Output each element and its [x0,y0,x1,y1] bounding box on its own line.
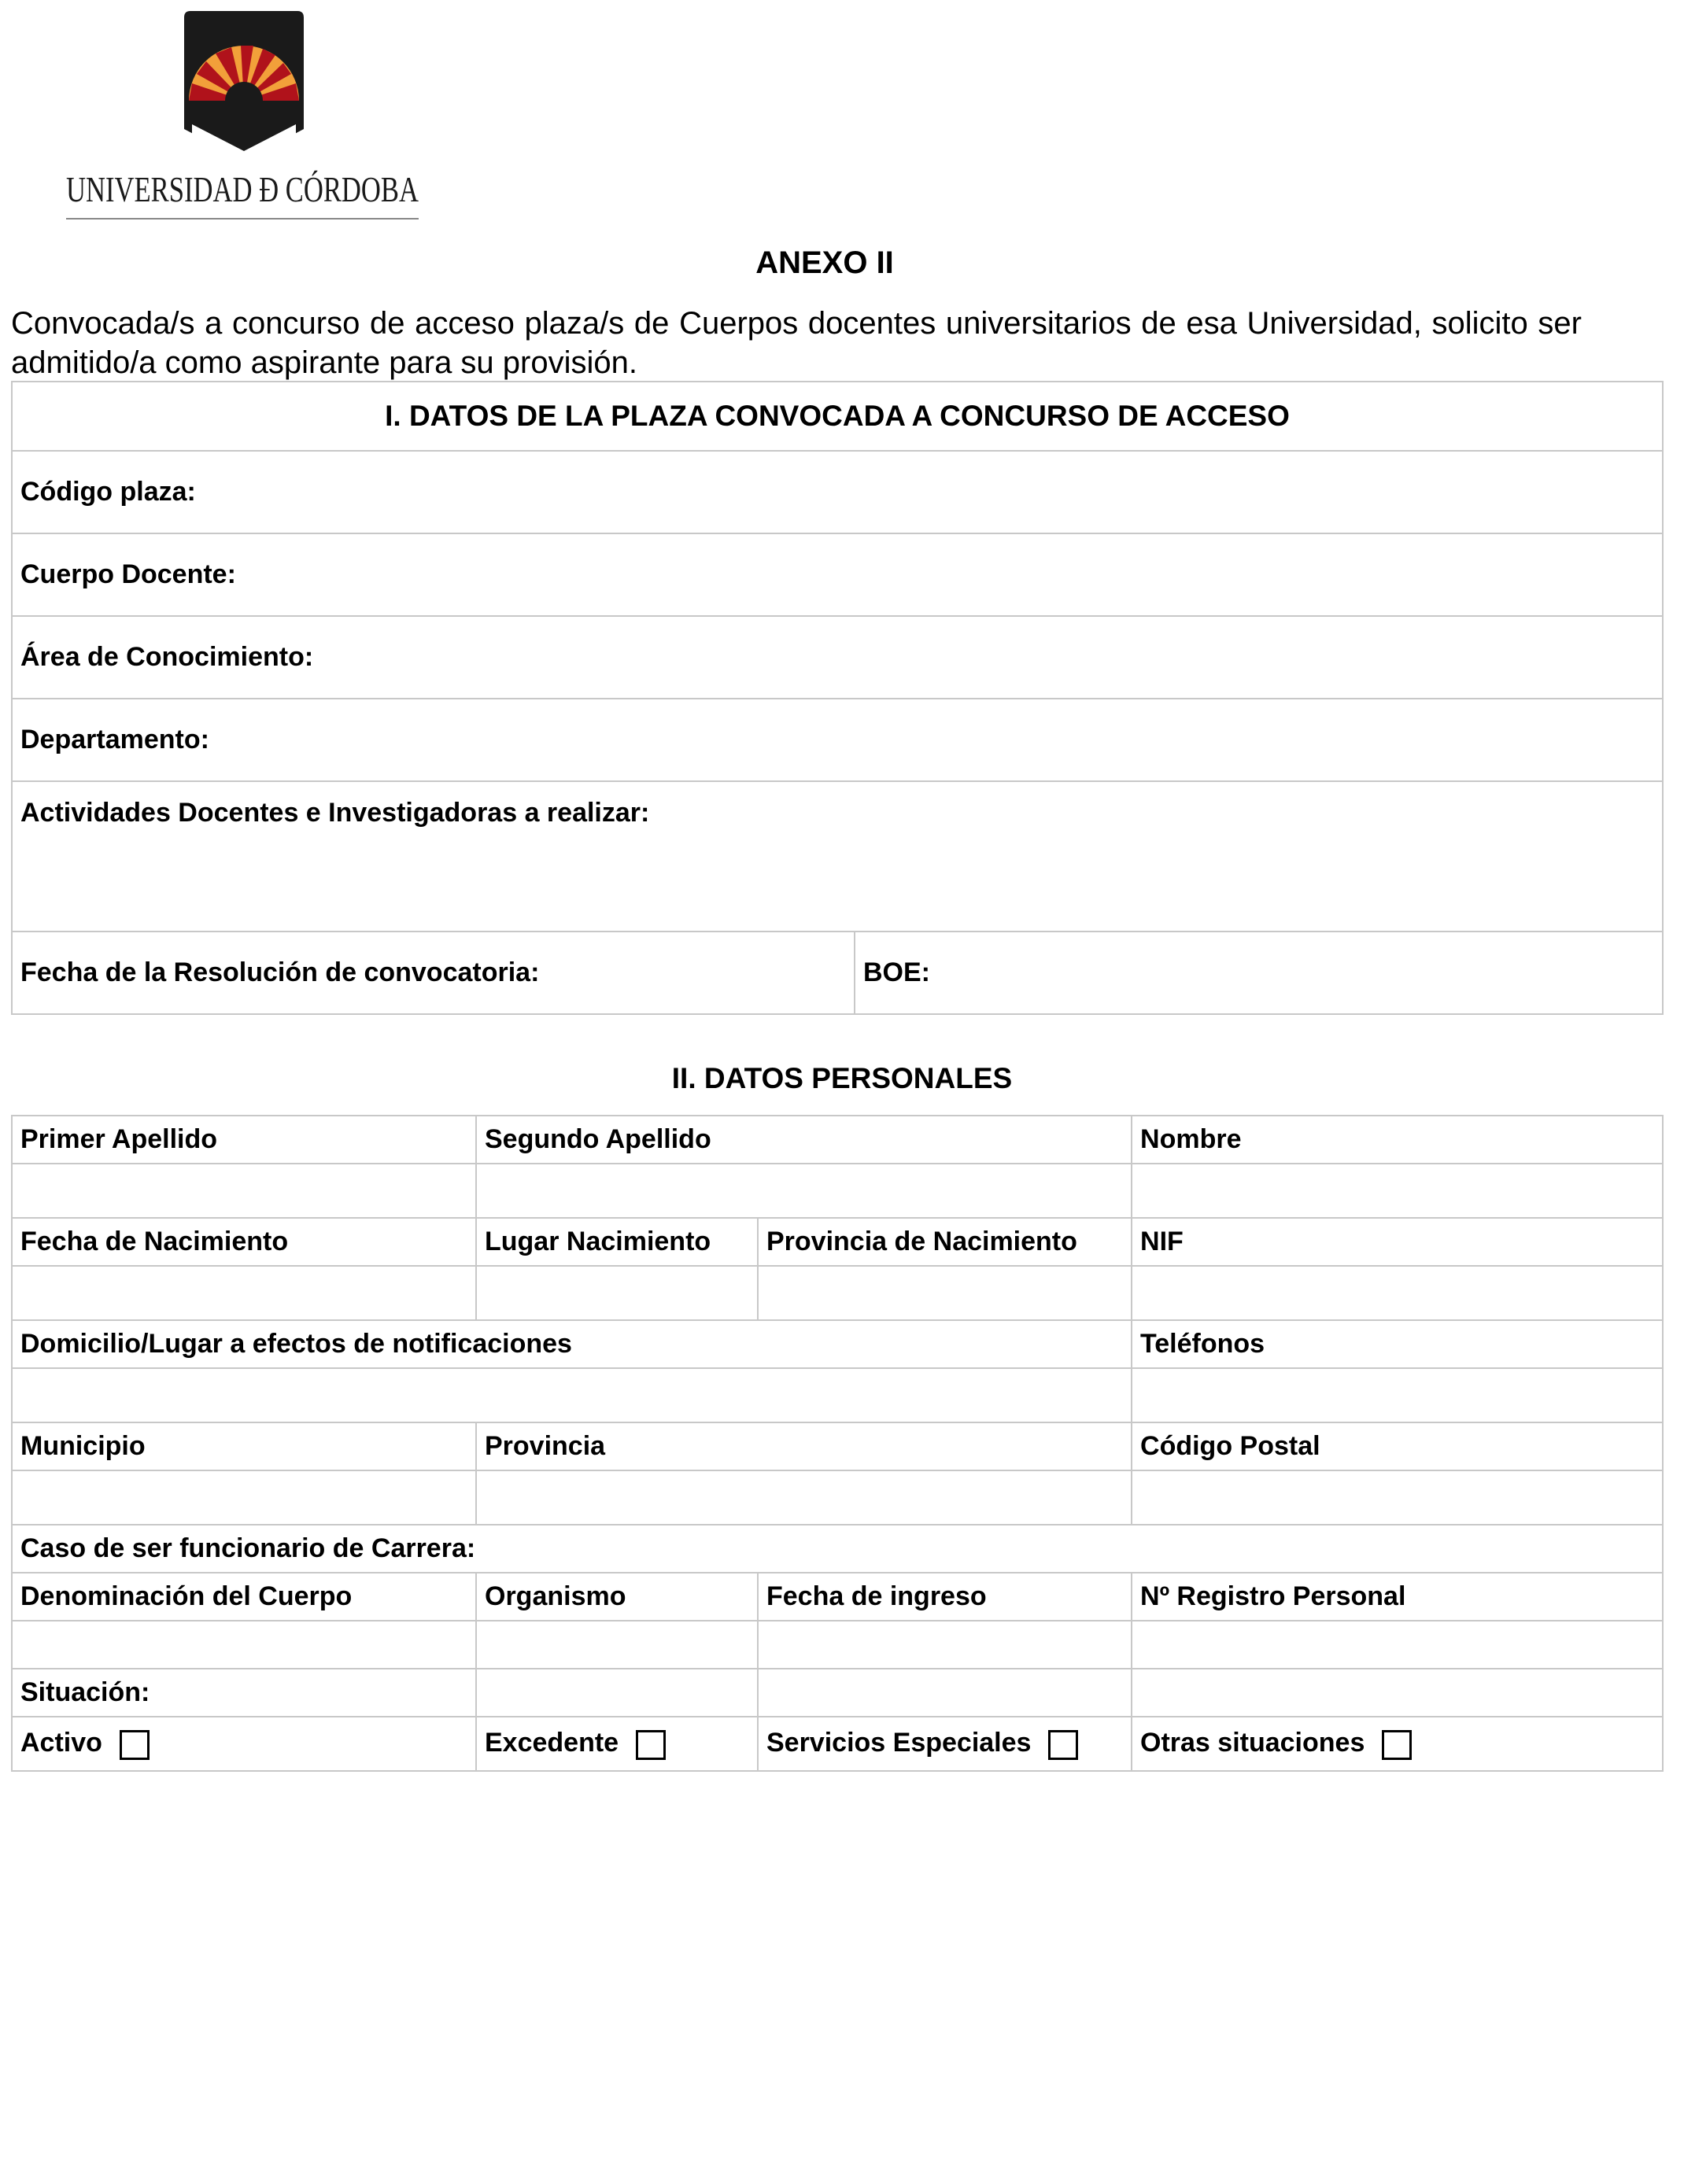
fecha-ingreso-input[interactable] [758,1621,1132,1669]
situacion-blank-3[interactable] [758,1669,1132,1717]
university-seal-icon [184,11,304,167]
fecha-nacimiento-label: Fecha de Nacimiento [12,1218,476,1266]
municipio-input[interactable] [12,1470,476,1525]
telefonos-label: Teléfonos [1132,1320,1663,1368]
otras-situaciones-checkbox[interactable] [1382,1730,1412,1760]
activo-label: Activo [20,1728,102,1758]
municipio-label: Municipio [12,1422,476,1470]
excedente-option[interactable] [476,1717,758,1771]
situacion-label: Situación: [12,1669,476,1717]
activo-checkbox[interactable] [120,1730,150,1760]
domicilio-label: Domicilio/Lugar a efectos de notificaciones [12,1320,1132,1368]
nif-label: NIF [1132,1218,1663,1266]
codigo-plaza-field[interactable]: Código plaza: [12,451,1663,533]
section2-title: II. DATOS PERSONALES [671,1062,1013,1094]
primer-apellido-input[interactable] [12,1164,476,1218]
situacion-blank-2[interactable] [476,1669,758,1717]
servicios-especiales-option[interactable] [758,1717,1132,1771]
provincia-nacimiento-label: Provincia de Nacimiento [758,1218,1132,1266]
servicios-especiales-checkbox[interactable] [1048,1730,1078,1760]
otras-situaciones-option[interactable] [1132,1717,1663,1771]
cuerpo-docente-field[interactable]: Cuerpo Docente: [12,533,1663,616]
organismo-label: Organismo [476,1573,758,1621]
denominacion-input[interactable] [12,1621,476,1669]
provincia-input[interactable] [476,1470,1132,1525]
nif-input[interactable] [1132,1266,1663,1320]
provincia-label: Provincia [476,1422,1132,1470]
nombre-input[interactable] [1132,1164,1663,1218]
section1-title: I. DATOS DE LA PLAZA CONVOCADA A CONCURSO DE ACCESO [12,382,1663,451]
provincia-nacimiento-input[interactable] [758,1266,1132,1320]
denominacion-label: Denominación del Cuerpo [12,1573,476,1621]
lugar-nacimiento-input[interactable] [476,1266,758,1320]
registro-label: Nº Registro Personal [1132,1573,1663,1621]
nombre-label: Nombre [1132,1116,1663,1164]
fecha-nacimiento-input[interactable] [12,1266,476,1320]
organismo-input[interactable] [476,1621,758,1669]
domicilio-input[interactable] [12,1368,1132,1422]
situacion-blank-4[interactable] [1132,1669,1663,1717]
telefonos-input[interactable] [1132,1368,1663,1422]
university-wordmark: UNIVERSIDAD Đ CÓRDOBA [66,169,419,209]
codigo-postal-input[interactable] [1132,1470,1663,1525]
activo-option[interactable] [12,1717,476,1771]
plaza-data-table [11,381,1664,1015]
departamento-field[interactable]: Departamento: [12,699,1663,781]
excedente-label: Excedente [485,1728,619,1758]
lugar-nacimiento-label: Lugar Nacimiento [476,1218,758,1266]
boe-field[interactable]: BOE: [855,932,1663,1014]
university-logo [66,6,428,223]
funcionario-label: Caso de ser funcionario de Carrera: [12,1525,1663,1573]
codigo-postal-label: Código Postal [1132,1422,1663,1470]
actividades-field[interactable]: Actividades Docentes e Investigadoras a realizar: [12,781,1663,932]
personal-data-table [11,1115,1664,1772]
primer-apellido-label: Primer Apellido [12,1116,476,1164]
fecha-resolucion-field[interactable]: Fecha de la Resolución de convocatoria: [12,932,855,1014]
page-title: ANEXO II [755,245,894,280]
segundo-apellido-label: Segundo Apellido [476,1116,1132,1164]
otras-situaciones-label: Otras situaciones [1140,1728,1365,1758]
area-conocimiento-field[interactable]: Área de Conocimiento: [12,616,1663,699]
servicios-especiales-label: Servicios Especiales [766,1728,1032,1758]
intro-text: Convocada/s a concurso de acceso plaza/s de Cuerpos docentes universitarios de esa Universidad, solicito ser admitido/a como aspirante para su provisión. [11,306,1582,380]
excedente-checkbox[interactable] [636,1730,666,1760]
fecha-ingreso-label: Fecha de ingreso [758,1573,1132,1621]
registro-input[interactable] [1132,1621,1663,1669]
segundo-apellido-input[interactable] [476,1164,1132,1218]
